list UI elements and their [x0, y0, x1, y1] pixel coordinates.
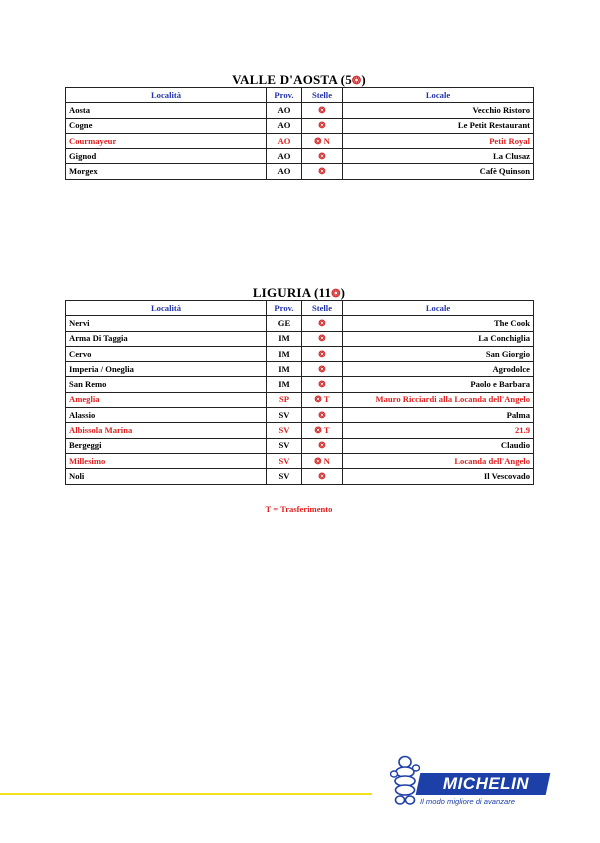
- brand-tagline: Il modo migliore di avanzare: [420, 797, 515, 806]
- column-header-stelle: Stelle: [302, 88, 343, 103]
- column-header-locale: Locale: [343, 301, 534, 316]
- table-row: [66, 316, 534, 331]
- cell-province: IM: [267, 362, 302, 377]
- cell-location: Imperia / Oneglia: [66, 362, 267, 377]
- cell-province: GE: [267, 316, 302, 331]
- cell-stars: [302, 469, 343, 484]
- cell-location: Arma Di Taggia: [66, 331, 267, 346]
- cell-location: Bergeggi: [66, 438, 267, 453]
- cell-location: Alassio: [66, 408, 267, 423]
- cell-stars: [302, 133, 343, 148]
- cell-province: SV: [267, 423, 302, 438]
- table-row: [66, 164, 534, 179]
- star-suffix: T: [323, 394, 330, 405]
- table-row: [66, 103, 534, 118]
- cell-stars: [302, 423, 343, 438]
- cell-location: San Remo: [66, 377, 267, 392]
- michelin-star-icon: ❂: [314, 135, 322, 146]
- cell-province: IM: [267, 377, 302, 392]
- cell-province: AO: [267, 118, 302, 133]
- cell-venue: Palma: [343, 408, 534, 423]
- cell-location: Ameglia: [66, 392, 267, 407]
- cell-location: Morgex: [66, 164, 267, 179]
- michelin-star-icon: ❂: [318, 409, 326, 420]
- cell-location: Gignod: [66, 149, 267, 164]
- cell-location: Nervi: [66, 316, 267, 331]
- cell-stars: [302, 164, 343, 179]
- footnote-legend: T = Trasferimento: [265, 504, 333, 514]
- cell-province: AO: [267, 164, 302, 179]
- column-header-locale: Locale: [343, 88, 534, 103]
- cell-venue: Il Vescovado: [343, 469, 534, 484]
- cell-venue: Claudio: [343, 438, 534, 453]
- cell-stars: [302, 453, 343, 468]
- cell-stars: [302, 331, 343, 346]
- cell-location: Noli: [66, 469, 267, 484]
- cell-province: AO: [267, 133, 302, 148]
- cell-stars: [302, 316, 343, 331]
- cell-province: AO: [267, 149, 302, 164]
- table-row: [66, 118, 534, 133]
- table-row: [66, 346, 534, 361]
- cell-venue: La Clusaz: [343, 149, 534, 164]
- cell-province: SV: [267, 469, 302, 484]
- cell-location: Millesimo: [66, 453, 267, 468]
- michelin-star-icon: ❂: [314, 455, 322, 466]
- table-header-row: [66, 88, 534, 103]
- cell-venue: Paolo e Barbara: [343, 377, 534, 392]
- michelin-star-icon: ❂: [351, 75, 362, 87]
- cell-location: Albissola Marina: [66, 423, 267, 438]
- table-row: [66, 331, 534, 346]
- section-title-close: ): [361, 72, 366, 87]
- michelin-star-icon: ❂: [318, 379, 326, 390]
- section-title-close: ): [340, 285, 346, 300]
- michelin-star-icon: ❂: [318, 104, 326, 115]
- table-body: [66, 316, 534, 484]
- cell-stars: [302, 149, 343, 164]
- table-row: [66, 149, 534, 164]
- table-liguria: [65, 300, 534, 485]
- cell-venue: San Giorgio: [343, 346, 534, 361]
- michelin-star-icon: ❂: [318, 317, 326, 328]
- cell-province: SP: [267, 392, 302, 407]
- cell-location: Aosta: [66, 103, 267, 118]
- cell-province: AO: [267, 103, 302, 118]
- cell-location: Courmayeur: [66, 133, 267, 148]
- cell-venue: The Cook: [343, 316, 534, 331]
- cell-venue: Agrodolce: [343, 362, 534, 377]
- michelin-star-icon: ❂: [318, 348, 326, 359]
- table-row: [66, 377, 534, 392]
- star-suffix: T: [323, 425, 330, 436]
- cell-stars: [302, 362, 343, 377]
- michelin-star-icon: ❂: [318, 166, 326, 177]
- cell-stars: [302, 346, 343, 361]
- table-header-row: [66, 301, 534, 316]
- footer-rule: [0, 793, 372, 795]
- cell-venue: Le Petit Restaurant: [343, 118, 534, 133]
- michelin-star-icon: ❂: [318, 440, 326, 451]
- michelin-star-icon: ❂: [318, 333, 326, 344]
- cell-province: IM: [267, 331, 302, 346]
- column-header-localita: Località: [66, 301, 267, 316]
- table-row: [66, 438, 534, 453]
- brand-name: MICHELIN: [442, 774, 530, 793]
- michelin-star-icon: ❂: [318, 363, 326, 374]
- section-title-valle-daosta: [65, 72, 533, 88]
- bibendum-icon: [390, 755, 420, 807]
- table-row: [66, 392, 534, 407]
- michelin-star-icon: ❂: [318, 120, 326, 131]
- cell-location: Cervo: [66, 346, 267, 361]
- cell-province: SV: [267, 438, 302, 453]
- star-suffix: N: [323, 135, 330, 146]
- column-header-stelle: Stelle: [302, 301, 343, 316]
- table-body: [66, 103, 534, 179]
- cell-province: IM: [267, 346, 302, 361]
- cell-venue: Cafè Quinson: [343, 164, 534, 179]
- cell-venue: La Conchiglia: [343, 331, 534, 346]
- cell-stars: [302, 377, 343, 392]
- cell-venue: Mauro Ricciardi alla Locanda dell'Angelo: [343, 392, 534, 407]
- cell-location: Cogne: [66, 118, 267, 133]
- michelin-star-icon: ❂: [318, 470, 326, 481]
- section-title-liguria: [65, 285, 533, 301]
- cell-province: SV: [267, 453, 302, 468]
- section-title-text: LIGURIA (11: [252, 285, 332, 300]
- michelin-star-icon: ❂: [314, 425, 322, 436]
- star-suffix: N: [323, 455, 330, 466]
- cell-stars: [302, 103, 343, 118]
- cell-stars: [302, 408, 343, 423]
- michelin-star-icon: ❂: [314, 394, 322, 405]
- table-row: [66, 469, 534, 484]
- section-title-text: VALLE D'AOSTA (5: [232, 72, 352, 87]
- table-row: [66, 423, 534, 438]
- cell-venue: Petit Royal: [343, 133, 534, 148]
- table-row: [66, 133, 534, 148]
- table-row: [66, 453, 534, 468]
- table-row: [66, 362, 534, 377]
- michelin-star-icon: ❂: [331, 288, 341, 300]
- cell-province: SV: [267, 408, 302, 423]
- cell-venue: Vecchio Ristoro: [343, 103, 534, 118]
- cell-stars: [302, 392, 343, 407]
- cell-venue: Locanda dell'Angelo: [343, 453, 534, 468]
- column-header-localita: Località: [66, 88, 267, 103]
- michelin-logo: [390, 755, 550, 810]
- cell-venue: 21.9: [343, 423, 534, 438]
- table-valle-daosta: [65, 87, 534, 180]
- column-header-prov: Prov.: [267, 88, 302, 103]
- table-row: [66, 408, 534, 423]
- michelin-star-icon: ❂: [318, 150, 326, 161]
- column-header-prov: Prov.: [267, 301, 302, 316]
- cell-stars: [302, 438, 343, 453]
- cell-stars: [302, 118, 343, 133]
